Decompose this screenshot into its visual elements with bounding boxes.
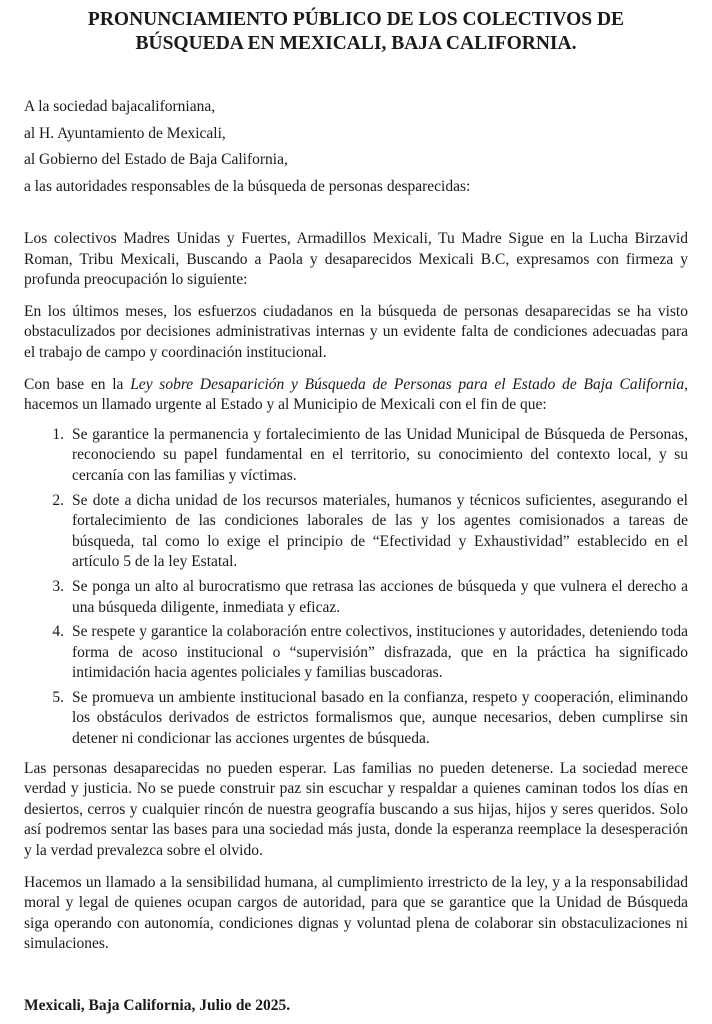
document-title: PRONUNCIAMIENTO PÚBLICO DE LOS COLECTIVOS DE BÚSQUEDA EN MEXICALI, BAJA CALIFORNIA. (87, 9, 625, 54)
demand-number: 5. (52, 688, 64, 706)
demand-number: 3. (52, 577, 64, 595)
urgency-paragraph: Las personas desaparecidas no pueden esperar. Las familias no pueden detenerse. La sociedad merece verdad y justicia. No se puede construir paz sin escuchar y respaldar a quienes caminan todos los días en desiertos, cerros y cualquier rincón de nuestra geografía buscando a sus hijas, hijos y seres queridos. Solo así podremos sentar las bases para una sociedad más justa, donde la esperanza reemplace la desesperación y la verdad prevalezca sobre el olvido. (24, 759, 688, 860)
addressee-line: a las autoridades responsables de la búsqueda de personas desparecidas: (24, 177, 471, 195)
addressee-line: al H. Ayuntamiento de Mexicali, (24, 124, 226, 142)
demand-text: Se dote a dicha unidad de los recursos materiales, humanos y técnicos suficientes, asegurando el fortalecimiento de las condiciones laborales de las y los agentes comisionados a tareas de búsqueda, tal como lo exige el principio de “Efectividad y Exhaustividad” establecido en el artículo 5 de la ley Estatal. (72, 491, 688, 571)
legal-basis-prefix: Con base en la (24, 375, 131, 393)
signoff-place-date: Mexicali, Baja California, Julio de 2025. (24, 997, 291, 1014)
demand-text: Se respete y garantice la colaboración entre colectivos, instituciones y autoridades, deteniendo toda forma de acoso institucional o “supervisión” disfrazada, que en la práctica ha significado intimidación hacia agentes policiales y familias buscadoras. (72, 623, 688, 682)
demand-item (24, 425, 688, 487)
demand-number: 4. (52, 623, 64, 641)
demand-text: Se promueva un ambiente institucional basado en la confianza, respeto y cooperación, eliminando los obstáculos derivados de estrictos formalismos que, aunque necesarios, deben cumplirse sin detener ni condicionar las acciones urgentes de búsqueda. (72, 688, 688, 748)
demand-text: Se ponga un alto al burocratismo que retrasa las acciones de búsqueda y que vulnera el derecho a una búsqueda diligente, inmediata y eficaz. (72, 577, 688, 616)
demand-item (24, 688, 688, 750)
demand-number: 2. (52, 491, 64, 509)
law-name: Ley sobre Desaparición y Búsqueda de Personas para el Estado de Baja California (130, 375, 685, 393)
demand-item (24, 491, 688, 573)
context-paragraph: En los últimos meses, los esfuerzos ciudadanos en la búsqueda de personas desaparecidas se ha visto obstaculizados por decisiones administrativas internas y un evidente falta de condiciones adecuadas para el trabajo de campo y coordinación institucional. (24, 302, 688, 361)
demands-list (24, 425, 688, 750)
addressee-block (24, 94, 688, 200)
demand-item (24, 577, 688, 618)
call-to-action-paragraph: Hacemos un llamado a la sensibilidad humana, al cumplimiento irrestricto de la ley, y a la responsabilidad moral y legal de quienes ocupan cargos de autoridad, para que se garantice que la Unidad de Búsqueda siga operando con autonomía, condiciones dignas y voluntad plena de colaborar sin obstaculizaciones ni simulaciones. (24, 873, 688, 953)
addressee-line: A la sociedad bajacaliforniana, (24, 98, 216, 115)
legal-basis-paragraph (24, 375, 688, 416)
demand-item (24, 622, 688, 684)
demand-number: 1. (52, 425, 64, 443)
addressee-line: al Gobierno del Estado de Baja California, (24, 151, 288, 168)
legal-basis-suffix: , hacemos un llamado urgente al Estado y al Municipio de Mexicali con el fin de que: (24, 375, 688, 414)
intro-paragraph: Los colectivos Madres Unidas y Fuertes, Armadillos Mexicali, Tu Madre Sigue en la Lucha Birzavid Roman, Tribu Mexicali, Buscando a Paola y desaparecidos Mexicali B.C, expresamos con firmeza y profunda preocupación lo siguiente: (24, 230, 688, 289)
demand-text: Se garantice la permanencia y fortalecimiento de las Unidad Municipal de Búsqueda de Personas, reconociendo su papel fundamental en el territorio, su conocimiento del contexto local, y su cercanía con las familias y víctimas. (72, 425, 688, 484)
